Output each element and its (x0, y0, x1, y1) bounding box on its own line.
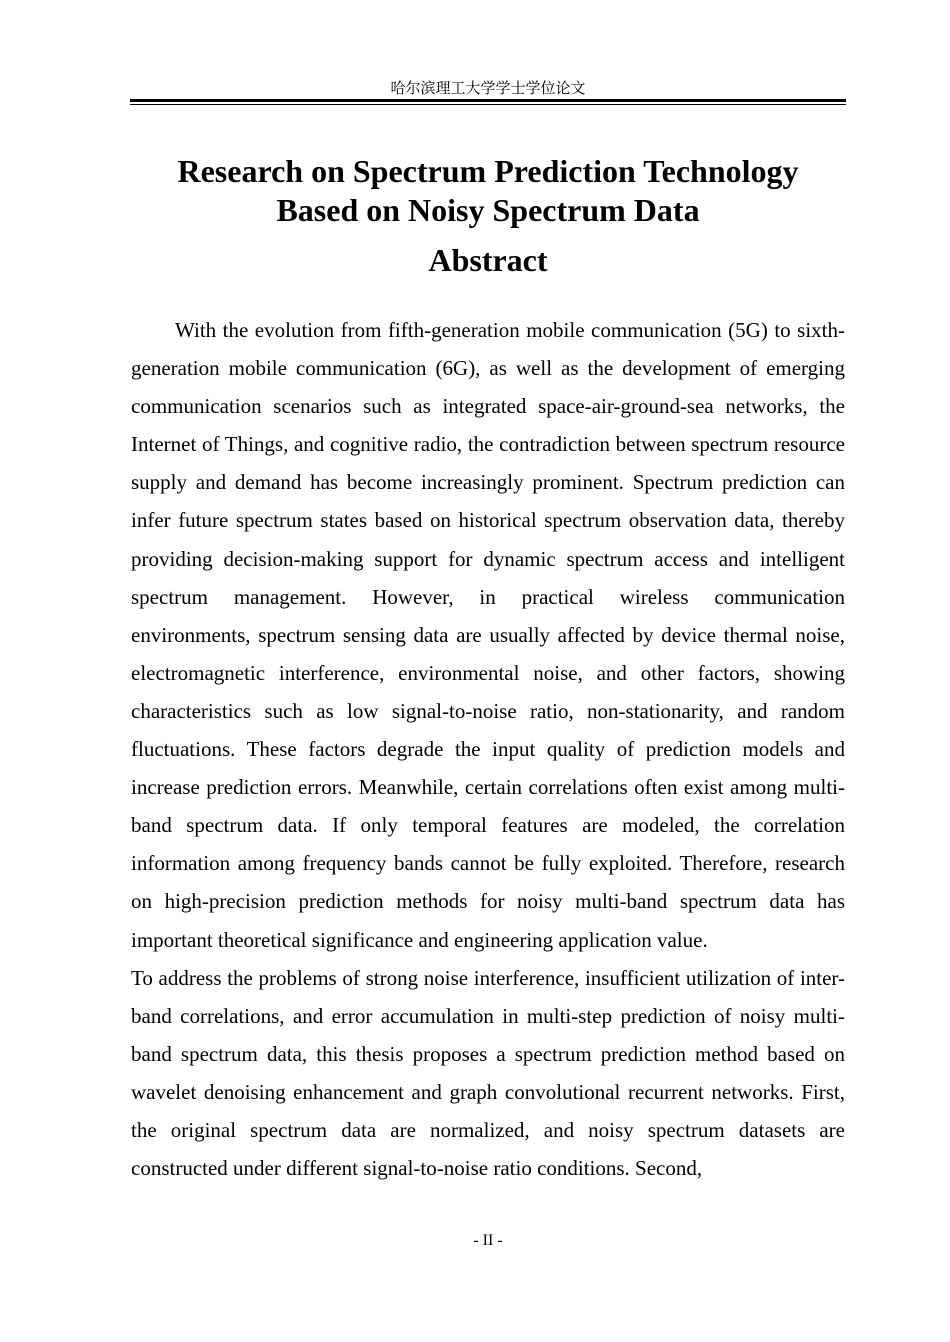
abstract-heading: Abstract (428, 242, 548, 278)
abstract-paragraph-2: To address the problems of strong noise interference, insufficient utilization of inter-band correlations, and error accumulation in multi-step prediction of noisy multi-band spectrum data, this thesis proposes a spectrum prediction method based on wavelet denoising enhancement and graph convolutional recurrent networks. First, the original spectrum data are normalized, and noisy spectrum datasets are constructed under different signal-to-noise ratio conditions. Second, (131, 965, 845, 1181)
thesis-title (130, 152, 846, 230)
title-line-1: Research on Spectrum Prediction Technology (177, 153, 799, 189)
abstract-paragraph-1: With the evolution from fifth-generation mobile communication (5G) to sixth-generation mobile communication (6G), as well as the development of emerging communication scenarios such as integrated space-air-ground-sea networks, the Internet of Things, and cognitive radio, the contradiction between spectrum resource supply and demand has become increasingly prominent. Spectrum prediction can infer future spectrum states based on historical spectrum observation data, thereby providing decision-making support for dynamic spectrum access and intelligent spectrum management. However, in practical wireless communication environments, spectrum sensing data are usually affected by device thermal noise, electromagnetic interference, environmental noise, and other factors, showing characteristics such as low signal-to-noise ratio, non-stationarity, and random fluctuations. These factors degrade the input quality of prediction models and increase prediction errors. Meanwhile, certain correlations often exist among multi-band spectrum data. If only temporal features are modeled, the correlation information among frequency bands cannot be fully exploited. Therefore, research on high-precision prediction methods for noisy multi-band spectrum data has important theoretical significance and engineering application value. (131, 318, 845, 952)
header-rule-thin (130, 104, 846, 105)
title-line-2: Based on Noisy Spectrum Data (276, 192, 700, 228)
abstract-body (131, 311, 845, 1187)
page-number: - II - (473, 1232, 503, 1249)
running-header: 哈尔滨理工大学学士学位论文 (390, 79, 586, 97)
header-rule-thick (130, 99, 846, 102)
